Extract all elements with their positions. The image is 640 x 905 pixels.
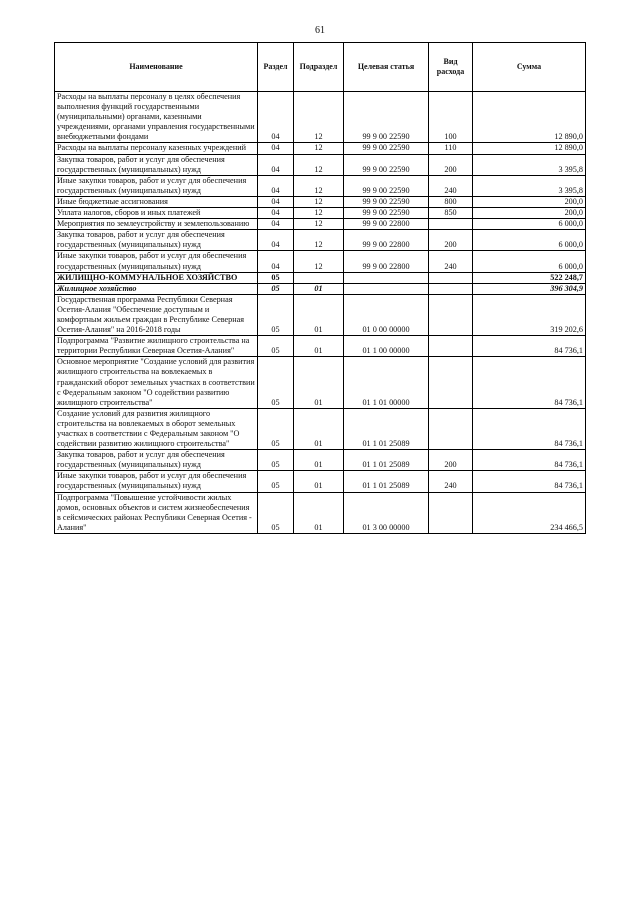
cell-kind: 200 bbox=[429, 230, 473, 251]
cell-subsection: 01 bbox=[294, 450, 344, 471]
cell-sum: 12 890,0 bbox=[473, 143, 586, 154]
cell-name: Закупка товаров, работ и услуг для обеспечения государственных (муниципальных) нужд bbox=[55, 230, 258, 251]
cell-sum: 3 395,8 bbox=[473, 154, 586, 175]
cell-sum: 319 202,6 bbox=[473, 294, 586, 335]
cell-subsection: 12 bbox=[294, 143, 344, 154]
cell-name: Подпрограмма "Повышение устойчивости жилых домов, основных объектов и систем жизнеобеспечения в сейсмических районах Республики Северная Осетия - Алания" bbox=[55, 492, 258, 533]
cell-kind: 100 bbox=[429, 92, 473, 143]
cell-kind: 240 bbox=[429, 471, 473, 492]
cell-sum: 84 736,1 bbox=[473, 408, 586, 449]
table-row bbox=[55, 143, 586, 154]
cell-target: 99 9 00 22590 bbox=[344, 175, 429, 196]
header-target: Целевая статья bbox=[344, 43, 429, 92]
cell-sum: 84 736,1 bbox=[473, 336, 586, 357]
cell-section: 04 bbox=[258, 251, 294, 272]
cell-kind bbox=[429, 283, 473, 294]
cell-target: 01 1 01 00000 bbox=[344, 357, 429, 408]
cell-name: Иные закупки товаров, работ и услуг для обеспечения государственных (муниципальных) нужд bbox=[55, 251, 258, 272]
table-row bbox=[55, 336, 586, 357]
cell-sum: 234 466,5 bbox=[473, 492, 586, 533]
cell-name: ЖИЛИЩНО-КОММУНАЛЬНОЕ ХОЗЯЙСТВО bbox=[55, 272, 258, 283]
cell-kind: 240 bbox=[429, 175, 473, 196]
cell-name: Подпрограмма "Развитие жилищного строительства на территории Республики Северная Осетия-Алания" bbox=[55, 336, 258, 357]
table-row bbox=[55, 230, 586, 251]
table-row bbox=[55, 208, 586, 219]
cell-section: 04 bbox=[258, 143, 294, 154]
cell-name: Жилищное хозяйство bbox=[55, 283, 258, 294]
cell-name: Иные бюджетные ассигнования bbox=[55, 196, 258, 207]
cell-target: 99 9 00 22590 bbox=[344, 143, 429, 154]
budget-table bbox=[54, 42, 586, 534]
cell-kind: 110 bbox=[429, 143, 473, 154]
cell-target: 01 3 00 00000 bbox=[344, 492, 429, 533]
table-body bbox=[55, 92, 586, 534]
cell-target bbox=[344, 272, 429, 283]
cell-kind bbox=[429, 492, 473, 533]
cell-section: 04 bbox=[258, 154, 294, 175]
cell-target: 01 1 00 00000 bbox=[344, 336, 429, 357]
header-subsection: Подраздел bbox=[294, 43, 344, 92]
cell-section: 04 bbox=[258, 219, 294, 230]
cell-name: Основное мероприятие "Создание условий для развития жилищного строительства на вовлекаемых в гражданский оборот земельных участках в соответствии с Федеральным законом "О содействии развитию жилищного строительства" bbox=[55, 357, 258, 408]
cell-section: 05 bbox=[258, 294, 294, 335]
cell-target: 99 9 00 22800 bbox=[344, 219, 429, 230]
cell-name: Иные закупки товаров, работ и услуг для обеспечения государственных (муниципальных) нужд bbox=[55, 471, 258, 492]
cell-kind: 200 bbox=[429, 450, 473, 471]
cell-sum: 200,0 bbox=[473, 208, 586, 219]
cell-section: 04 bbox=[258, 230, 294, 251]
table-row bbox=[55, 357, 586, 408]
cell-kind: 850 bbox=[429, 208, 473, 219]
cell-sum: 12 890,0 bbox=[473, 92, 586, 143]
cell-kind bbox=[429, 294, 473, 335]
cell-sum: 6 000,0 bbox=[473, 219, 586, 230]
cell-sum: 84 736,1 bbox=[473, 357, 586, 408]
cell-section: 04 bbox=[258, 175, 294, 196]
cell-section: 05 bbox=[258, 272, 294, 283]
cell-sum: 6 000,0 bbox=[473, 251, 586, 272]
cell-sum: 3 395,8 bbox=[473, 175, 586, 196]
cell-sum: 522 248,7 bbox=[473, 272, 586, 283]
header-sum: Сумма bbox=[473, 43, 586, 92]
table-row bbox=[55, 196, 586, 207]
cell-target: 99 9 00 22590 bbox=[344, 92, 429, 143]
cell-name: Создание условий для развития жилищного строительства на вовлекаемых в оборот земельных участках в соответствии с Федеральным законом "О содействии развитию жилищного строительства" bbox=[55, 408, 258, 449]
cell-kind bbox=[429, 272, 473, 283]
table-row bbox=[55, 272, 586, 283]
cell-subsection: 12 bbox=[294, 196, 344, 207]
cell-name: Закупка товаров, работ и услуг для обеспечения государственных (муниципальных) нужд bbox=[55, 154, 258, 175]
page-number: 61 bbox=[315, 25, 325, 36]
table-header-row bbox=[55, 43, 586, 92]
cell-sum: 6 000,0 bbox=[473, 230, 586, 251]
table-row bbox=[55, 450, 586, 471]
cell-name: Иные закупки товаров, работ и услуг для обеспечения государственных (муниципальных) нужд bbox=[55, 175, 258, 196]
header-section: Раздел bbox=[258, 43, 294, 92]
cell-target: 99 9 00 22590 bbox=[344, 208, 429, 219]
cell-subsection: 12 bbox=[294, 208, 344, 219]
table-row bbox=[55, 492, 586, 533]
table-row bbox=[55, 471, 586, 492]
cell-sum: 84 736,1 bbox=[473, 450, 586, 471]
cell-name: Закупка товаров, работ и услуг для обеспечения государственных (муниципальных) нужд bbox=[55, 450, 258, 471]
cell-subsection: 01 bbox=[294, 294, 344, 335]
table-row bbox=[55, 175, 586, 196]
cell-kind bbox=[429, 336, 473, 357]
cell-sum: 396 304,9 bbox=[473, 283, 586, 294]
cell-subsection: 01 bbox=[294, 492, 344, 533]
cell-subsection: 01 bbox=[294, 336, 344, 357]
cell-section: 05 bbox=[258, 357, 294, 408]
cell-kind bbox=[429, 408, 473, 449]
cell-subsection bbox=[294, 272, 344, 283]
cell-kind: 200 bbox=[429, 154, 473, 175]
cell-name: Мероприятия по землеустройству и землепользованию bbox=[55, 219, 258, 230]
cell-section: 05 bbox=[258, 408, 294, 449]
table-row bbox=[55, 219, 586, 230]
table-row bbox=[55, 92, 586, 143]
cell-subsection: 01 bbox=[294, 357, 344, 408]
table-row bbox=[55, 294, 586, 335]
cell-target: 99 9 00 22590 bbox=[344, 154, 429, 175]
cell-subsection: 12 bbox=[294, 175, 344, 196]
cell-section: 05 bbox=[258, 336, 294, 357]
cell-kind: 240 bbox=[429, 251, 473, 272]
cell-kind bbox=[429, 219, 473, 230]
cell-target: 01 1 01 25089 bbox=[344, 450, 429, 471]
cell-name: Государственная программа Республики Северная Осетия-Алания "Обеспечение доступным и комфортным жильем граждан в Республике Северная Осетия-Алания" на 2016-2018 годы bbox=[55, 294, 258, 335]
cell-section: 04 bbox=[258, 92, 294, 143]
cell-section: 04 bbox=[258, 196, 294, 207]
cell-subsection: 01 bbox=[294, 408, 344, 449]
cell-kind bbox=[429, 357, 473, 408]
cell-target: 01 0 00 00000 bbox=[344, 294, 429, 335]
cell-sum: 84 736,1 bbox=[473, 471, 586, 492]
cell-target: 99 9 00 22800 bbox=[344, 230, 429, 251]
cell-subsection: 12 bbox=[294, 154, 344, 175]
cell-kind: 800 bbox=[429, 196, 473, 207]
cell-section: 05 bbox=[258, 450, 294, 471]
cell-name: Уплата налогов, сборов и иных платежей bbox=[55, 208, 258, 219]
cell-subsection: 12 bbox=[294, 251, 344, 272]
cell-target: 01 1 01 25089 bbox=[344, 471, 429, 492]
header-name: Наименование bbox=[55, 43, 258, 92]
cell-subsection: 12 bbox=[294, 230, 344, 251]
cell-subsection: 12 bbox=[294, 92, 344, 143]
cell-name: Расходы на выплаты персоналу в целях обеспечения выполнения функций государственными (муниципальными) органами, казенными учреждениями, органами управления государственными внебюджетными фондами bbox=[55, 92, 258, 143]
table-row bbox=[55, 251, 586, 272]
table-row bbox=[55, 154, 586, 175]
table-row bbox=[55, 408, 586, 449]
cell-name: Расходы на выплаты персоналу казенных учреждений bbox=[55, 143, 258, 154]
cell-subsection: 01 bbox=[294, 283, 344, 294]
cell-target bbox=[344, 283, 429, 294]
cell-section: 05 bbox=[258, 492, 294, 533]
cell-subsection: 01 bbox=[294, 471, 344, 492]
cell-section: 05 bbox=[258, 471, 294, 492]
header-kind: Вид расхода bbox=[429, 43, 473, 92]
cell-target: 99 9 00 22590 bbox=[344, 196, 429, 207]
cell-subsection: 12 bbox=[294, 219, 344, 230]
cell-target: 01 1 01 25089 bbox=[344, 408, 429, 449]
cell-sum: 200,0 bbox=[473, 196, 586, 207]
cell-section: 04 bbox=[258, 208, 294, 219]
table-row bbox=[55, 283, 586, 294]
cell-section: 05 bbox=[258, 283, 294, 294]
cell-target: 99 9 00 22800 bbox=[344, 251, 429, 272]
